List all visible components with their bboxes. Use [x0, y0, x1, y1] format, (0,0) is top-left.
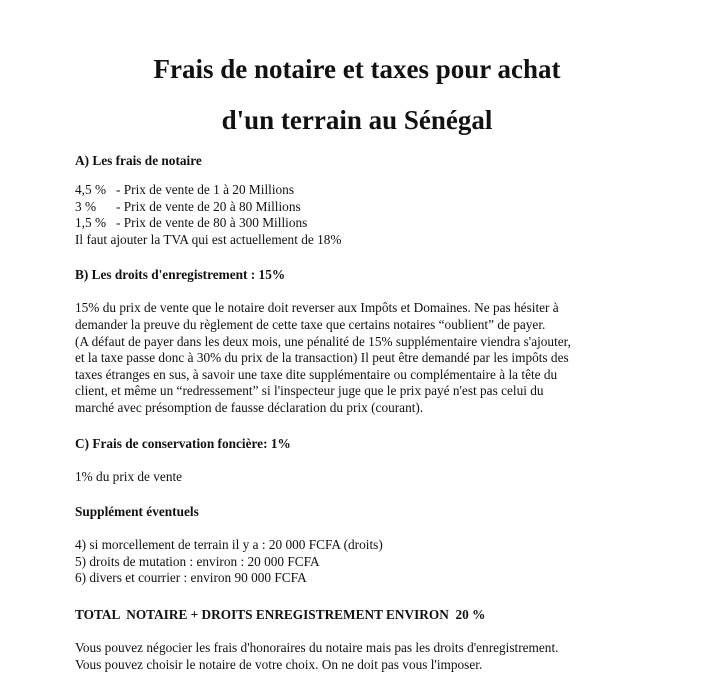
paragraph-line: et la taxe passe donc à 30% du prix de la transaction) Il peut être demandé par les impôts des: [75, 350, 569, 366]
rate-value: 3 %: [75, 198, 97, 214]
supplements-heading: Supplément éventuels: [75, 504, 199, 520]
paragraph-line: 15% du prix de vente que le notaire doit reverser aux Impôts et Domaines. Ne pas hésiter à: [75, 300, 559, 316]
total-summary: TOTAL NOTAIRE + DROITS ENREGISTREMENT ENVIRON 20 %: [75, 606, 486, 622]
rate-description: - Prix de vente de 20 à 80 Millions: [116, 198, 301, 214]
section-notary-fees: [75, 152, 695, 248]
section-c-text: 1% du prix de vente: [75, 468, 183, 484]
paragraph-line: marché avec présomption de fausse déclaration du prix (courant).: [75, 399, 424, 415]
rate-description: - Prix de vente de 80 à 300 Millions: [116, 215, 308, 231]
rate-row: [75, 182, 695, 199]
rate-value: 4,5 %: [75, 182, 107, 197]
rate-description: - Prix de vente de 1 à 20 Millions: [116, 182, 295, 197]
paragraph-line: taxes étranges en sus, à savoir une taxe dite supplémentaire ou complémentaire à la tête du: [75, 366, 558, 382]
section-registration-fees: [75, 266, 695, 416]
supplement-item: 5) droits de mutation : environ : 20 000 FCFA: [75, 553, 320, 569]
rate-row: [75, 215, 695, 232]
closing-notes: [75, 640, 695, 673]
rate-row: [75, 199, 695, 216]
section-a-heading: A) Les frais de notaire: [75, 153, 202, 168]
rate-value: 1,5 %: [75, 215, 107, 231]
section-supplements: [75, 503, 695, 587]
supplement-item: 6) divers et courrier : environ 90 000 FCFA: [75, 570, 307, 586]
closing-line: Vous pouvez négocier les frais d'honoraires du notaire mais pas les droits d'enregistrement.: [75, 639, 559, 655]
paragraph-line: demander la preuve du règlement de cette taxe que certains notaires “oublient” de payer.: [75, 316, 546, 332]
section-c-heading: C) Frais de conservation foncière: 1%: [75, 435, 291, 451]
section-b-heading: B) Les droits d'enregistrement : 15%: [75, 267, 286, 283]
document-title-line-1: Frais de notaire et taxes pour achat: [153, 54, 561, 84]
vat-note: Il faut ajouter la TVA qui est actuellement de 18%: [75, 231, 342, 247]
document-body: [75, 152, 695, 673]
section-land-registry: [75, 435, 695, 486]
supplement-item: 4) si morcellement de terrain il y a : 20 000 FCFA (droits): [75, 537, 383, 553]
paragraph-line: (A défaut de payer dans les deux mois, une pénalité de 15% supplémentaire viendra s'ajouter,: [75, 333, 571, 349]
closing-line: Vous pouvez choisir le notaire de votre choix. On ne doit pas vous l'imposer.: [75, 656, 483, 672]
document-title-line-2: d'un terrain au Sénégal: [221, 105, 493, 135]
paragraph-line: client, et même un “redressement” si l'inspecteur juge que le prix payé n'est pas celui du: [75, 383, 544, 399]
